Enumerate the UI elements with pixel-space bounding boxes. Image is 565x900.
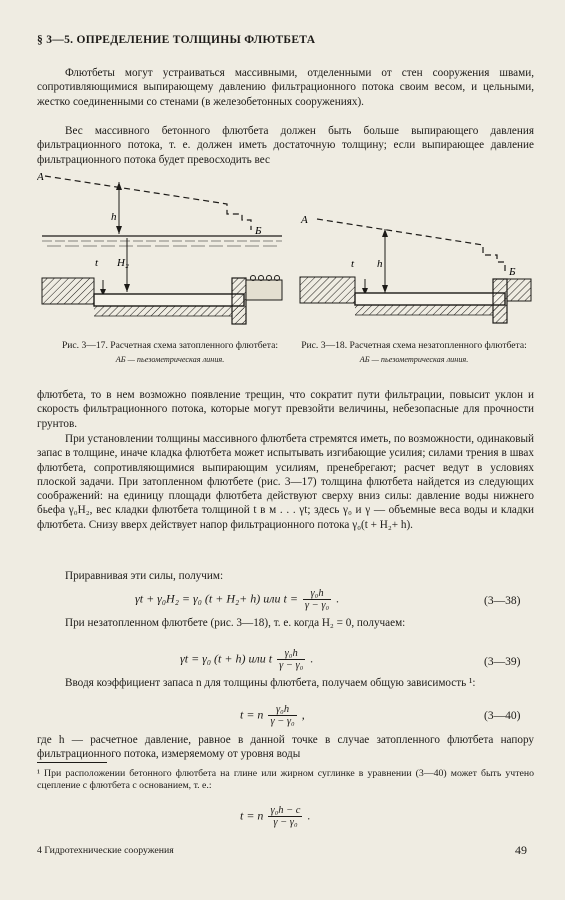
eq39-left: γt = γ₀ (t + h) или t [180,651,273,666]
equation-3-38: γt + γ₀H₂ = γ₀ (t + H₂+ h) или t = $\frac{\text{γ₀h}}{\text{γ − γ₀}}$ . [135,588,340,611]
eq40-left: t = n [240,707,264,722]
paragraph-2: Вес массивного бетонного флютбета должен быть больше выпирающего давления фильтрационного потока, т. е. должен иметь достаточную толщину; если выпирающее давление фильтрационного потока будет превосходить вес [37,125,534,166]
equation-3-40: t = n $\frac{\text{γ₀h}}{\text{γ − γ₀}}$ , [240,704,305,727]
footnote-equation: t = n $\frac{\text{γ₀h − c}}{\text{γ − γ₀}}$ . [240,805,311,828]
eq39-number: (3—39) [484,656,521,668]
eqfn-fraction: $\frac{\text{γ₀h − c}}{\text{γ − γ₀}}$ [270,805,301,828]
fig2-caption-sub: АБ — пьезометрическая линия. [359,354,469,364]
paragraph-1: Флютбеты могут устраиваться массивными, отделенными от стен сооружения швами, сопротивляющимися выпирающему давлению фильтрационного потока своим весом, и цельными, жестко соединенными со стенами (в железобетонных сооружениях). [37,67,534,108]
figure-3-17 [37,168,287,336]
footnote: ¹ При расположении бетонного флютбета на глине или жирном суглинке в уравнении (3—40) может быть учтено сцепление c флютбета с основанием, т. е.: [37,768,534,792]
eqfn-left: t = n [240,808,264,823]
fig1-label-h: h [111,211,117,223]
eq38-number: (3—38) [484,595,521,607]
figure-3-17-caption [55,340,285,365]
page-number: 49 [515,843,527,857]
fig1-label-b: Б [255,225,262,237]
fig2-label-a: А [301,214,308,226]
fig1-label-h2: H₂ [117,257,129,269]
footer-signature: 4 Гидротехнические сооружения [37,845,174,856]
eq40-number: (3—40) [484,710,521,722]
equation-3-39: γt = γ₀ (t + h) или t $\frac{\text{γ₀h}}{\text{γ − γ₀}}$ . [180,648,314,671]
fig2-label-h: h [377,258,383,270]
eq40-fraction: $\frac{\text{γ₀h}}{\text{γ − γ₀}}$ [270,704,295,727]
footnote-rule [37,762,107,763]
eq38-left: γt + γ₀H₂ = γ₀ (t + H₂+ h) или t = [135,591,298,606]
fig1-caption-sub: АБ — пьезометрическая линия. [115,354,225,364]
paragraph-7: Вводя коэффициент запаса n для толщины флютбета, получаем общую зависимость ¹: [65,677,476,689]
paragraph-8: где h — расчетное давление, равное в данной точке в случае затопленного флютбета напору фильтрационного потока, измеряемому от уровня воды [37,734,534,761]
eq39-fraction: $\frac{\text{γ₀h}}{\text{γ − γ₀}}$ [279,648,304,671]
piezometric-line [317,219,505,271]
paragraph-6: При незатопленном флютбете (рис. 3—18), т. е. когда H₂ = 0, получаем: [65,617,406,629]
paragraph-3: флютбета, то в нем возможно появление трещин, что сократит пути фильтрации, повысит уклон и скорость фильтрационного потока, которые могут превзойти величины, небезопасные для прочности грунтов. [37,389,534,430]
fig1-caption-text: Рис. 3—17. Расчетная схема затопленного флютбета: [61,340,279,351]
figure-3-18-caption [298,340,530,365]
fig2-label-b: Б [509,266,516,278]
fig2-label-t: t [351,258,355,270]
section-heading: § 3—5. ОПРЕДЕЛЕНИЕ ТОЛЩИНЫ ФЛЮТБЕТА [37,34,316,46]
piezometric-line [45,176,251,230]
fig1-label-t: t [95,257,99,269]
fig2-caption-text: Рис. 3—18. Расчетная схема незатопленного флютбета: [301,340,527,351]
figure-3-18 [295,205,535,333]
paragraph-5: Приравнивая эти силы, получим: [65,570,224,582]
eq38-fraction: $\frac{\text{γ₀h}}{\text{γ − γ₀}}$ [304,588,330,611]
paragraph-4: При установлении толщины массивного флютбета стремятся иметь, по возможности, одинаковый запас в толщине, иначе кладка флютбета может испытывать изгибающие усилия; силами трения в швах флютбета, сопротивляющимися выпирающим усилиям, пренебрегают; расчет ведут в условиях плоской задачи. При затопленном флютбете (рис. 3—17) толщина флютбета найдется из следующих соображений: на единицу площади флютбета действуют сверху вниз силы: давление воды нижнего бьефа γ₀H₂, вес кладки флютбета толщиной t в м . . . γt; здесь γ₀ и γ — объемные веса воды и кладки флютбета. Снизу вверх действует напор фильтрационного потока γ₀(t + H₂+ h). [37,433,534,531]
fig1-label-a: А [37,171,44,183]
